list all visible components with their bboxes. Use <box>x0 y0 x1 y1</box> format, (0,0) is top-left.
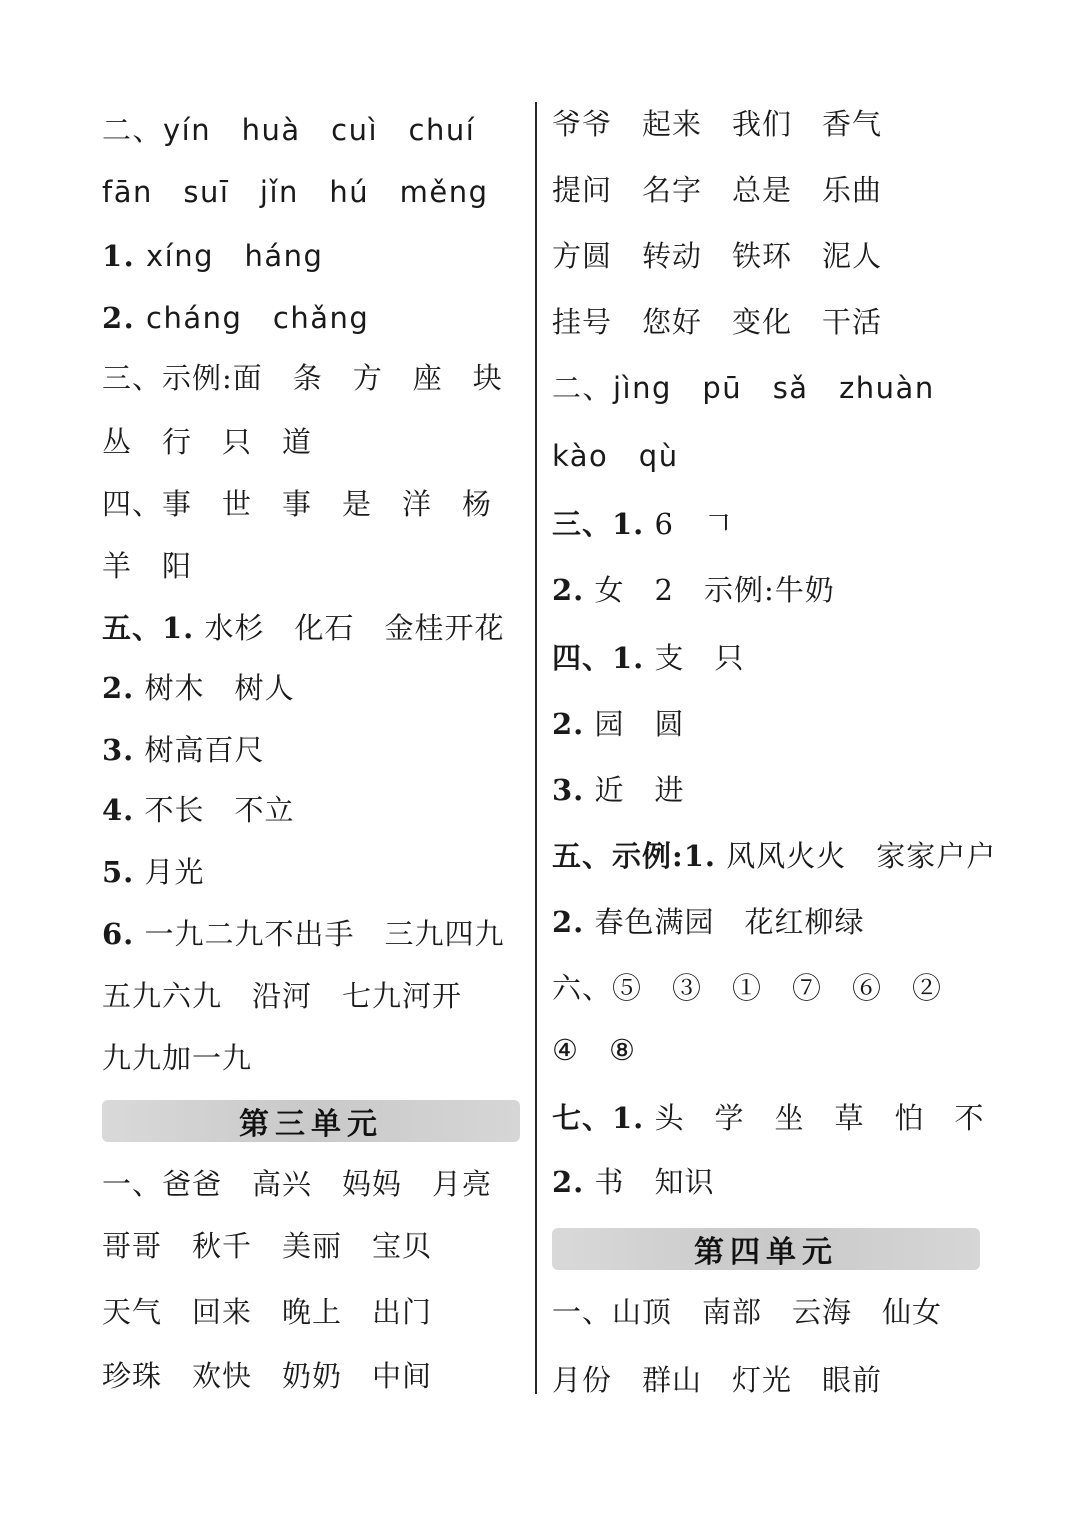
answer-line <box>102 852 205 892</box>
answer-line <box>552 368 935 408</box>
answer-line <box>102 914 505 954</box>
answer-text: 一九二九不出手 三九四九 <box>134 917 505 951</box>
answer-text: 二、jìng pū sǎ zhuàn <box>552 371 935 405</box>
answer-text: 珍珠 欢快 奶奶 中间 <box>102 1359 433 1393</box>
answer-line <box>552 1162 715 1202</box>
answer-line <box>102 790 295 830</box>
answer-text: cháng chǎng <box>135 301 370 335</box>
unit-banner: 第四单元 <box>552 1228 980 1270</box>
answer-text: 提问 名字 总是 乐曲 <box>552 173 883 207</box>
answer-text: xíng háng <box>135 239 324 273</box>
answer-line <box>552 236 882 276</box>
answer-line <box>552 436 679 476</box>
answer-text: 月光 <box>134 855 205 889</box>
answer-text: 四、事 世 事 是 洋 杨 <box>102 487 493 521</box>
answer-text: 月份 群山 灯光 眼前 <box>552 1363 883 1397</box>
answer-text: 羊 阳 <box>102 549 193 583</box>
item-number: 3. <box>102 733 135 767</box>
answer-text: 6 𠃍 <box>644 507 734 541</box>
item-number: 2. <box>552 707 585 741</box>
answer-line <box>552 770 685 810</box>
answer-line <box>102 358 503 398</box>
answer-text: 爷爷 起来 我们 香气 <box>552 107 883 141</box>
answer-text: 女 2 示例:牛奶 <box>584 573 835 607</box>
answer-text: 树高百尺 <box>134 733 265 767</box>
answer-text: 不长 不立 <box>134 793 295 827</box>
answer-text: ④ ⑧ <box>552 1033 636 1067</box>
answer-line <box>102 668 295 708</box>
answer-text: 五九六九 沿河 七九河开 <box>102 979 463 1013</box>
answer-line <box>102 976 462 1016</box>
answer-line <box>552 570 835 610</box>
answer-line <box>102 236 323 276</box>
item-number: 四、1. <box>552 641 645 675</box>
item-number: 4. <box>102 793 135 827</box>
answer-line <box>102 172 489 212</box>
answer-line <box>102 1356 432 1396</box>
answer-line <box>552 1098 985 1138</box>
answer-line <box>552 1030 636 1070</box>
answer-line <box>102 422 312 462</box>
answer-text: 头 学 坐 草 怕 不 <box>644 1101 985 1135</box>
answer-line <box>102 608 505 648</box>
answer-text: 一、山顶 南部 云海 仙女 <box>552 1295 943 1329</box>
answer-text: 春色满园 花红柳绿 <box>584 905 865 939</box>
answer-text: 园 圆 <box>584 707 685 741</box>
answer-text: 六、⑤ ③ ① ⑦ ⑥ ② <box>552 971 943 1005</box>
answer-text: 挂号 您好 变化 干活 <box>552 305 883 339</box>
answer-text: 书 知识 <box>584 1165 715 1199</box>
answer-text: kào qù <box>552 439 679 473</box>
answer-line <box>102 484 492 524</box>
answer-line <box>552 836 996 876</box>
answer-line <box>102 298 369 338</box>
item-number: 3. <box>552 773 585 807</box>
answer-text: 水杉 化石 金桂开花 <box>194 611 505 645</box>
answer-line <box>552 1292 942 1332</box>
item-number: 5. <box>102 855 135 889</box>
item-number: 2. <box>102 671 135 705</box>
item-number: 1. <box>102 239 136 273</box>
answer-text: 近 进 <box>584 773 685 807</box>
item-number: 七、1. <box>552 1101 645 1135</box>
answer-text: 风风火火 家家户户 <box>715 839 997 873</box>
answer-line <box>552 170 882 210</box>
answer-line <box>552 1360 882 1400</box>
answer-line <box>552 704 685 744</box>
column-divider <box>535 102 537 1394</box>
answer-line <box>102 1038 252 1078</box>
item-number: 6. <box>102 917 135 951</box>
answer-text: 支 只 <box>644 641 745 675</box>
answer-line <box>552 104 882 144</box>
answer-text: 树木 树人 <box>134 671 295 705</box>
answer-text: 三、示例:面 条 方 座 块 <box>102 361 503 395</box>
item-number: 2. <box>552 573 585 607</box>
unit-banner: 第三单元 <box>102 1100 520 1142</box>
answer-line <box>552 504 734 544</box>
answer-text: 方圆 转动 铁环 泥人 <box>552 239 883 273</box>
item-number: 2. <box>552 1165 585 1199</box>
answer-text: 九九加一九 <box>102 1041 253 1075</box>
item-number: 五、示例:1. <box>552 839 716 873</box>
answer-line <box>552 968 942 1008</box>
answer-text: 丛 行 只 道 <box>102 425 313 459</box>
answer-line <box>552 302 882 342</box>
answer-text: 一、爸爸 高兴 妈妈 月亮 <box>102 1167 493 1201</box>
answer-line <box>102 110 475 150</box>
item-number: 五、1. <box>102 611 195 645</box>
answer-line <box>102 546 192 586</box>
answer-line <box>102 1164 492 1204</box>
item-number: 2. <box>552 905 585 939</box>
answer-line <box>102 1226 432 1266</box>
answer-line <box>102 1292 432 1332</box>
answer-text: 哥哥 秋千 美丽 宝贝 <box>102 1229 433 1263</box>
answer-text: 天气 回来 晚上 出门 <box>102 1295 433 1329</box>
answer-line <box>102 730 265 770</box>
item-number: 三、1. <box>552 507 645 541</box>
answer-text: 二、yín huà cuì chuí <box>102 113 476 147</box>
item-number: 2. <box>102 301 136 335</box>
answer-text: fān suī jǐn hú měng <box>102 175 489 209</box>
answer-line <box>552 902 865 942</box>
answer-line <box>552 638 745 678</box>
